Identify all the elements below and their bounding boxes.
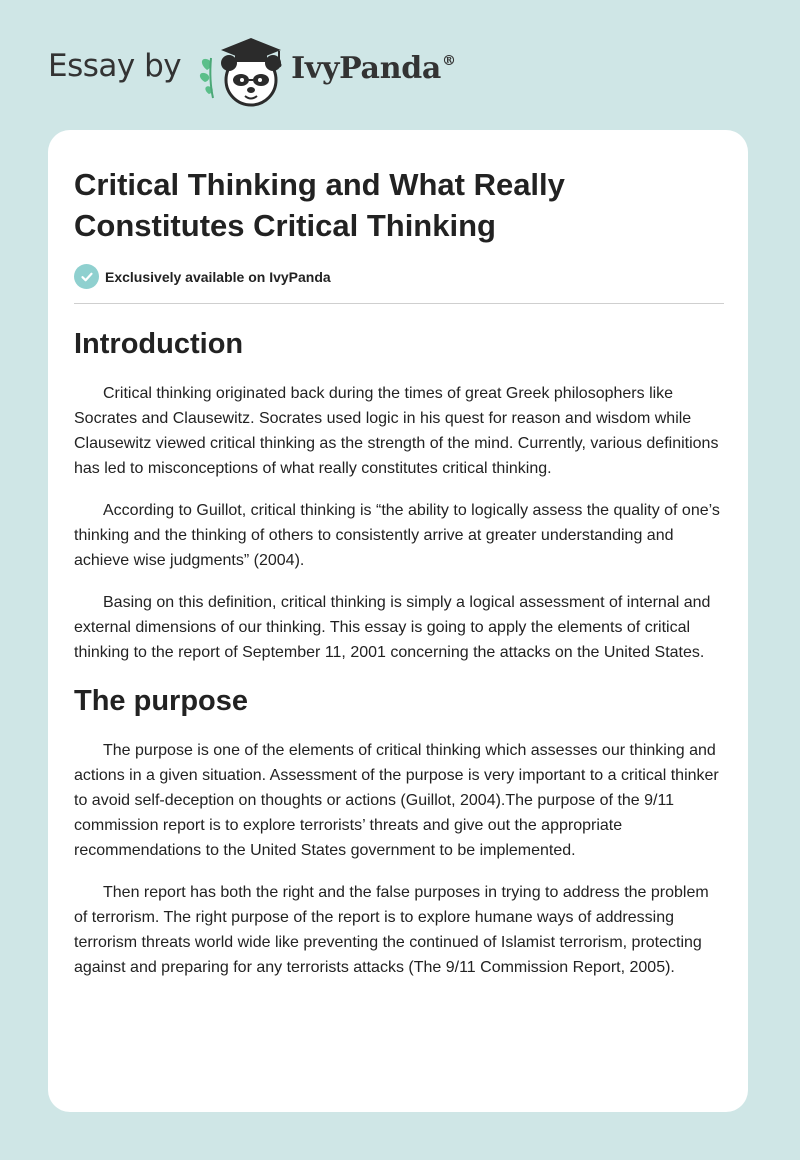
paragraph: The purpose is one of the elements of critical thinking which assesses our thinking and actions in a given situation. Assessment of the purpose is very important to a critical thinker to avoid self-deception on thoughts or actions (Guillot, 2004).The purpose of the 9/11 commission report is to explore terrorists’ threats and give out the appropriate recommendations to the United States government to be implemented. <box>74 742 719 859</box>
page-title: Critical Thinking and What Really Constitutes Critical Thinking <box>74 167 565 243</box>
exclusive-label: Exclusively available on IvyPanda <box>105 268 331 285</box>
paragraph: Basing on this definition, critical thinking is simply a logical assessment of internal and external dimensions of our thinking. This essay is going to apply the elements of critical thinking to the report of September 11, 2001 concerning the attacks on the United States. <box>74 594 711 661</box>
essay-card <box>48 130 748 1112</box>
registered-mark: ® <box>442 52 456 69</box>
essay-by-label: Essay by <box>48 48 182 84</box>
site-header <box>48 30 456 110</box>
essay-content <box>74 164 724 980</box>
paragraph: According to Guillot, critical thinking is “the ability to logically assess the quality of one’s thinking and the thinking of others to consistently arrive at greater understanding and achieve wise judgments” (2004). <box>74 502 720 569</box>
check-circle-icon <box>74 264 99 289</box>
exclusive-notice <box>74 264 724 289</box>
paragraph: Then report has both the right and the false purposes in trying to address the problem of terrorism. The right purpose of the report is to explore humane ways of addressing terrorism threats world wide like preventing the continued of Islamist terrorism, protecting against and preparing for any terrorists attacks (The 9/11 Commission Report, 2005). <box>74 884 709 976</box>
section-heading-introduction: Introduction <box>74 328 244 360</box>
divider <box>74 303 724 304</box>
section-heading-purpose: The purpose <box>74 685 249 717</box>
brand-name[interactable]: IvyPanda® <box>291 50 456 86</box>
panda-graduate-icon[interactable] <box>195 30 289 110</box>
paragraph: Critical thinking originated back during the times of great Greek philosophers like Socrates and Clausewitz. Socrates used logic in his quest for reason and wisdom while Clausewitz viewed critical thinking as the strength of the mind. Currently, various definitions has led to misconceptions of what really constitutes critical thinking. <box>74 385 719 477</box>
